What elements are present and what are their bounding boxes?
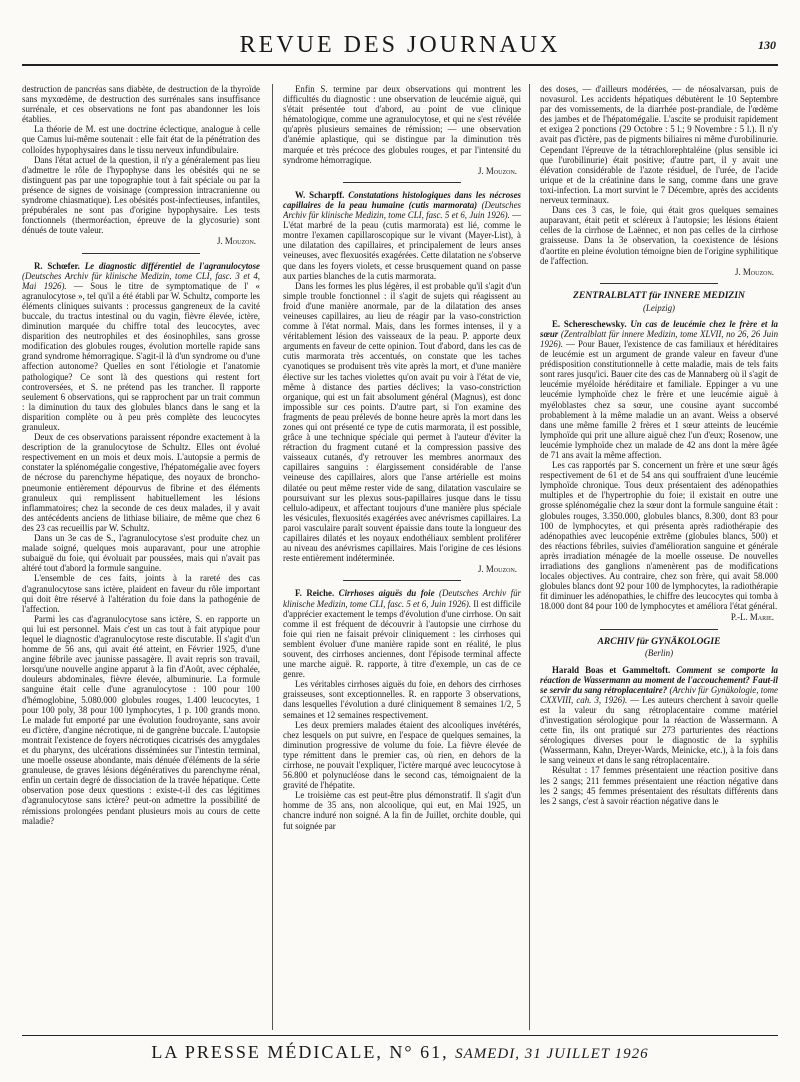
- paragraph: — Pour Bauer, l'existence de cas familiaux et héréditaires de leucémie est un argument de grande valeur en faveur d'une prédisposition constitutionnelle à cette maladie, mais de tels faits sont rares jusqu'ici. Bauer cite des cas de Mannaberg où il s'agit de leucémie myéloïde héréditaire et familiale. Eppinger a vu une leucémie lymphoïde chez le frère et une leucémie aiguë à myéloblastes chez sa sœur, une cousine ayant succombé probablement à la même maladie un an avant. Weiss a observé dans une même famille 2 frères et 1 sœur atteints de leucémie lymphoïde qui prit une allure aiguë chez l'un d'eux; Rosenow, une leucémie lymphoïde chez un malade de 42 ans dont la mère âgée de 71 ans avait la même affection.: [540, 338, 778, 460]
- article-title: Cirrhoses aiguës du foie: [338, 588, 435, 599]
- article-reference: (Deutsches Archiv für klinische Medizin, tome CLI, fasc. 3 et 4, Mai 1926).: [22, 270, 260, 291]
- paragraph: La théorie de M. est une doctrine éclectique, analogue à celle que Camus lui-même soutenait : elle fait état de la pénétration des colloïdes hypophysaires dans le tissu nerveux infundibulaire.: [22, 124, 260, 155]
- article-reference: (Deutsches Archiv für klinische Medizin, tome CLI, fasc. 5 et 6, Juin 1926).: [283, 588, 521, 609]
- journal-title: REVUE DES JOURNAUX: [239, 32, 561, 58]
- paragraph: Les cas rapportés par S. concernent un frère et une sœur âgés respectivement de 61 et de 54 ans qui souffraient d'une leucémie lymphoïde chronique. Tous deux présentaient des adénopathies multiples et de l'hypertrophie du foie; il existait en outre une grosse splénomégalie chez la sœur dont la formule sanguine était : globules rouges, 3.350.000, globules blancs, 8.300, dont 83 pour 100 de lymphocytes, et qui présenta après radiothérapie des adénopathies avec leucopénie extrême (globules blancs, 500) et des réactions fébriles, suivies d'amélioration sanguine et générale après irradiation ménagée de la moelle osseuse. De nouvelles irradiations des ganglions n'amenèrent pas de modifications locales objectives. Au contraire, chez son frère, qui avait 58.000 globules blancs dont 92 pour 100 de lymphocytes, la radiothérapie fit diminuer les adénopathies, le chiffre des leucocytes qui tomba à 18.000 dont 84 pour 100 de lymphocytes et améliora l'état général.: [540, 460, 778, 612]
- signature: P.-L. Marie.: [730, 612, 774, 623]
- article-lead: [283, 190, 521, 281]
- article-title: Constatations histologiques dans les nécroses capillaires de la peau humaine (cutis marmorata): [283, 189, 521, 210]
- section-heading: ARCHIV für GYNÄKOLOGIE: [597, 635, 721, 647]
- paragraph: Enfin S. termine par deux observations qui montrent les difficultés du diagnostic : une observation de leucémie aiguë, qui s'était présentée tout d'abord, au point de vue clinique hématologique, comme une agranulocytose, et qui ne s'est révélée qu'après plusieurs semaines de rémission; — une observation d'anémie aplastique, qui se distingue par la diminution très marquée et très précoce des globules rouges, et par l'intensité du syndrome hémorragique.: [283, 84, 521, 165]
- article-lead: [540, 665, 778, 766]
- author: W. Scharpff.: [295, 189, 345, 200]
- divider: [600, 283, 718, 284]
- footer-date: SAMEDI, 31 JUILLET 1926: [455, 1046, 649, 1062]
- article-reference: (Deutsches Archiv für klinische Medizin, tome CLI, fasc. 5 et 6, Juin 1926).: [283, 199, 521, 221]
- column-3: [540, 84, 778, 1030]
- paragraph: Résultat : 17 femmes présentaient une réaction positive dans les 2 sangs; 211 femmes présentaient une réaction négative dans les 2 sangs; 45 femmes présentaient des résultats différents dans les 2 sangs, c'est à savoir réaction négative dans le: [540, 765, 778, 806]
- signature: J. Mouzon.: [478, 165, 517, 176]
- paragraph: des doses, — d'ailleurs modérées, — de néosalvarsan, puis de novasurol. Les accidents hépatiques débutèrent le 10 Septembre par des vomissements, de la diarrhée post-prandiale, de l'œdème des jambes et de l'hépatomégalie. L'ascite se produisit rapidement et exigea 2 ponctions (29 Octobre : 5 l.; 9 Novembre : 5 l.). Il n'y avait pas d'ictère, pas de pigments biliaires ni même d'urobilinurie. Cependant l'épreuve de la tétrachlorephtaléine (plus sensible ici que l'urobilinurie) était positive; d'autre part, il y avait une élévation considérable de l'azote résiduel, de l'urée, de l'acide urique et de la créatinine dans le sang, comme dans une grave toxi-infection. La mort survint le 7 Décembre, après des accidents nerveux terminaux.: [540, 84, 778, 206]
- paragraph: L'ensemble de ces faits, joints à la rareté des cas d'agranulocytose sans ictère, plaident en faveur du rôle important qui doit être réservé à l'altération du foie dans la pathogénie de l'affection.: [22, 573, 260, 614]
- page-header: [22, 30, 778, 66]
- paragraph: destruction de pancréas sans diabète, de destruction de la thyroïde sans myxœdème, de destruction des surrénales sans insuffisance surrénale, et ces observations ne font pas abandonner les lois établies.: [22, 84, 260, 125]
- paragraph: Dans un 3e cas de S., l'agranulocytose s'est produite chez un malade soigné, quelques mois auparavant, pour une atrophie subaiguë du foie, qui évoluait par poussées, mais qui n'avait pas altéré tout d'abord la formule sanguine.: [22, 533, 260, 574]
- article-reference: (Archiv für Gynäkologie, tome CXXVIII, cah. 3, 1926).: [540, 684, 778, 705]
- divider: [343, 182, 461, 183]
- author: Harald Boas et Gammeltoft.: [552, 664, 671, 675]
- paragraph: — Sous le titre de symptomatique de l' « agranulocytose », tel qu'il a été établi par W. Schultz, comporte les éléments cliniques suivants : processus gangreneux de la cavité buccale, du tractus intestinal ou du vagin, fièvre élevée, ictère, diminution marquée du chiffre total des leucocytes, avec disparition des neutrophiles et des éosinophiles, sans grosse modification des globules rouges, évolution mortelle rapide sans grand syndrome hémorragique. S'agit-il là d'un syndrome ou d'une affection autonome? Quelles en sont l'étiologie et l'anatomie pathologique? Ce sont là des questions qui restent fort controversées, et S. ne prétend pas les trancher. Il rapporte seulement 6 observations, qui se rapprochent par un trait commun : la diminution du taux des globules blancs dans le sang et la disparition complète ou à peu près complète des leucocytes granuleux.: [22, 280, 260, 432]
- column-rule: [272, 84, 273, 1030]
- paragraph: Les véritables cirrhoses aiguës du foie, en dehors des cirrhoses graisseuses, sont exceptionnelles. R. en rapporte 3 observations, dans lesquelles l'évolution a duré cliniquement 8 semaines 1/2, 5 semaines et 12 semaines respectivement.: [283, 679, 521, 720]
- article-reference: (Zentralblatt für innere Medizin, tome XLVII, no 26, 26 Juin 1926).: [540, 328, 778, 349]
- section-city: (Leipzig): [642, 302, 676, 313]
- paragraph: Le troisième cas est peut-être plus démonstratif. Il s'agit d'un homme de 35 ans, non alcoolique, qui eut, en Mai 1925, un chancre induré non soigné. A la fin de Juillet, orchite double, qui fut soignée par: [283, 790, 521, 831]
- article-lead: [540, 319, 778, 460]
- divider: [82, 253, 200, 254]
- signature: J. Mouzon.: [735, 266, 774, 277]
- paragraph: Les deux premiers malades étaient des alcooliques invétérés, chez lesquels on put suivre, en l'espace de quelques semaines, la diminution progressive de volume du foie. La fièvre élevée de type rémittent dans le premier cas, où rien, en dehors de la cirrhose, ne pouvait l'expliquer, l'ictère marqué avec leucocytose à 56.800 et polynucléose dans le second cas, témoignaient de la gravité de l'hépatite.: [283, 719, 521, 791]
- article-lead: [283, 588, 521, 679]
- paragraph: Dans ces 3 cas, le foie, qui était gros quelques semaines auparavant, était petit et scléreux à l'autopsie; les lésions étaient celles de la cirrhose de Laënnec, et non pas celles de la cirrhose graisseuse. Dans la 3e observation, la coexistence de lésions d'aortite en pleine évolution témoigne bien de l'origine syphilitique de l'affection.: [540, 205, 778, 266]
- divider: [600, 629, 718, 630]
- author: R. Schœfer.: [34, 260, 80, 271]
- paragraph: — L'état marbré de la peau (cutis marmorata) est lié, comme le montre l'examen capillaroscopique sur le vivant (Mayer-List), à une dilatation des capillaires, et principalement de leurs anses veineuses, avec flexuosités exagérées. Cette dilatation ne s'observe que dans les foyers violets, et cesse brusquement quand on passe aux parties blanches de la cutis marmorata.: [283, 210, 521, 281]
- column-2: [283, 84, 521, 1030]
- article-lead: [22, 261, 260, 433]
- section-city: (Berlin): [644, 648, 674, 659]
- footer-title: LA PRESSE MÉDICALE, N° 61,: [151, 1042, 449, 1062]
- signature: J. Mouzon.: [478, 564, 517, 575]
- paragraph: — Les auteurs cherchent à savoir quelle est la valeur du sang rétroplacentaire comme matériel d'investigation sérologique pour la réaction de Wassermann. A cette fin, ils ont pratiqué sur 273 parturientes des réactions sérologiques diverses pour le diagnostic de la syphilis (Wassermann, Kahn, Dreyer-Wards, Meinicke, etc.), à la fois dans le sang veineux et dans le sang rétroplacentaire.: [540, 694, 778, 766]
- article-title: Comment se comporte la réaction de Wassermann au moment de l'accouchement? Faut-il se servir du sang rétroplacentaire?: [540, 664, 778, 695]
- paragraph: Parmi les cas d'agranulocytose sans ictère, S. en rapporte un qui lui est personnel. Mais c'est un cas tout à fait atypique pour lequel le diagnostic d'agranulocytose reste discutable. Il s'agit d'un homme de 56 ans, qui avait été atteint, en Février 1925, d'une angine fébrile avec jaunisse passagère. Il avait repris son travail, lorsqu'une nouvelle angine apparut à la fin d'Août, avec céphalée, douleurs abdominales, fièvre élevée, albuminurie. La formule sanguine était celle d'une agranulocytose : 100 pour 100 d'hémoglobine, 5.080.000 globules rouges, 1.400 leucocytes, 1 pour 100 poly, 38 pour 100 lymphocytes, 1 p. 100 grands mono. Le malade fut emporté par une évolution foudroyante, sans avoir eu d'ictère, d'angine nécrotique, ni de gangrène buccale. L'autopsie montrait l'existence de foyers nécrotiques cicatrisés des amygdales et du pharynx, des ulcérations disséminées sur l'intestin terminal, une moelle osseuse abondante, mais dénuée d'éléments de la série granuleuse, de graves lésions dégénératives du parenchyme rénal, enfin un certain degré de dissociation de la travée hépatique. Cette observation pose deux questions : existe-t-il des cas légitimes d'agranulocytose sans ictère? peut-on admettre la possibilité de rémissions prolongées pendant plusieurs mois au cours de cette maladie?: [22, 613, 260, 826]
- page-footer: [22, 1035, 778, 1063]
- page-number: 130: [758, 38, 776, 52]
- article-title: Un cas de leucémie chez le frère et la sœur: [540, 318, 778, 339]
- author: F. Reiche.: [295, 588, 335, 599]
- paragraph: Dans l'état actuel de la question, il n'y a généralement pas lieu d'admettre le rôle de l'hypophyse dans les obésités qui ne se distinguent pas par une topographie tout à fait spéciale ou par la présence de signes de voisinage (compression intracranienne ou syndrome chiasmatique). Les obésités post-infectieuses, infantiles, prépubérales ne sont pas d'origine hypophysaire. Les tests fonctionnels (thermoréaction, épreuve de la glycosurie) sont dénués de toute valeur.: [22, 154, 260, 236]
- signature: J. Mouzon.: [217, 236, 256, 247]
- section-heading: ZENTRALBLATT für INNERE MEDIZIN: [573, 289, 745, 301]
- article-title: Le diagnostic différentiel de l'agranulocytose: [84, 260, 260, 271]
- column-1: [22, 84, 260, 1030]
- author: E. Schereschewsky.: [552, 318, 627, 329]
- paragraph: Il est difficile d'apprécier exactement le temps d'évolution d'une cirrhose. On sait comme il est fréquent de découvrir à l'autopsie une cirrhose du foie qui rien ne faisait prévoir cliniquement : les cirrhoses qui semblent évoluer d'une manière rapide sont en réalité, le plus souvent, des cirrhoses anciennes, dont l'épisode terminal affecte une marche aiguë. R. rapporte, à titre d'exemple, un cas de ce genre.: [283, 598, 521, 680]
- paragraph: Dans les formes les plus légères, il est probable qu'il s'agit d'un simple trouble fonctionnel : il s'agit de sujets qui réagissent au froid d'une manière anormale, par de la dilatation des anses veineuses capillaires, au lieu de réagir par la vaso-constriction comme à l'état normal. Mais, dans les formes intenses, il y a véritablement lésion des vaisseaux de la peau. P. apporte deux arguments en faveur de cette opinion. Tout d'abord, dans les cas de cutis marmorata très accentués, on constate que les taches cyanotiques se produisent très vite après la mort, et d'une manière élective sur les taches violettes qu'on avait pu voir à l'état de vie, même à distance des parties déclives; la vaso-constriction organique, qui est un fait absolument général (Magnus), est donc impossible sur ces points. D'autre part, si l'on examine des fragments de peau prélevés de bonne heure après la mort dans les zones qui ont présenté ce type de cutis marmorata, il est possible, grâce à une technique spéciale qui permet à l'auteur d'éviter la rétraction du fragment cutané et la compression passive des vaisseaux cutanés, d'y retrouver les membres anormaux des capillaires sanguins : élargissement considérable de l'anse veineuse des capillaires, alors que l'anse artérielle est moins dilatée ou peut même rester vide de sang, dilatation vasculaire se poursuivant sur les plexus sous-papillaires jusque dans le tissu cellulo-adipeux, et affectant toujours d'une manière plus spéciale les vésicules, flexuosités exagérées avec anévrismes capillaires. La paroi vasculaire paraît souvent épaissie dans toute la longueur des capillaires dilatés et les noyaux endothéliaux semblent proliférer au niveau des anévrismes capillaires. Mais l'origine de ces lésions reste entièrement indéterminée.: [283, 280, 521, 564]
- divider: [343, 580, 461, 581]
- paragraph: Deux de ces observations paraissent répondre exactement à la description de la granulocytose de Schultz. Elles ont évolué respectivement en un mois et deux mois. L'autopsie a permis de constater la splénomégalie congestive, l'hépatomégalie avec foyers de nécrose du parenchyme hépatique, des noyaux de broncho-pneumonie entièrement dépourvus de fibrine et des éléments granuleux qui remplissent habituellement les lésions inflammatoires; chez la seconde de ces deux malades, il y avait des antécédents anciens de lithiase biliaire, de même que chez 6 des 23 cas recueillis par W. Schultz.: [22, 432, 260, 533]
- column-rule: [529, 84, 530, 1030]
